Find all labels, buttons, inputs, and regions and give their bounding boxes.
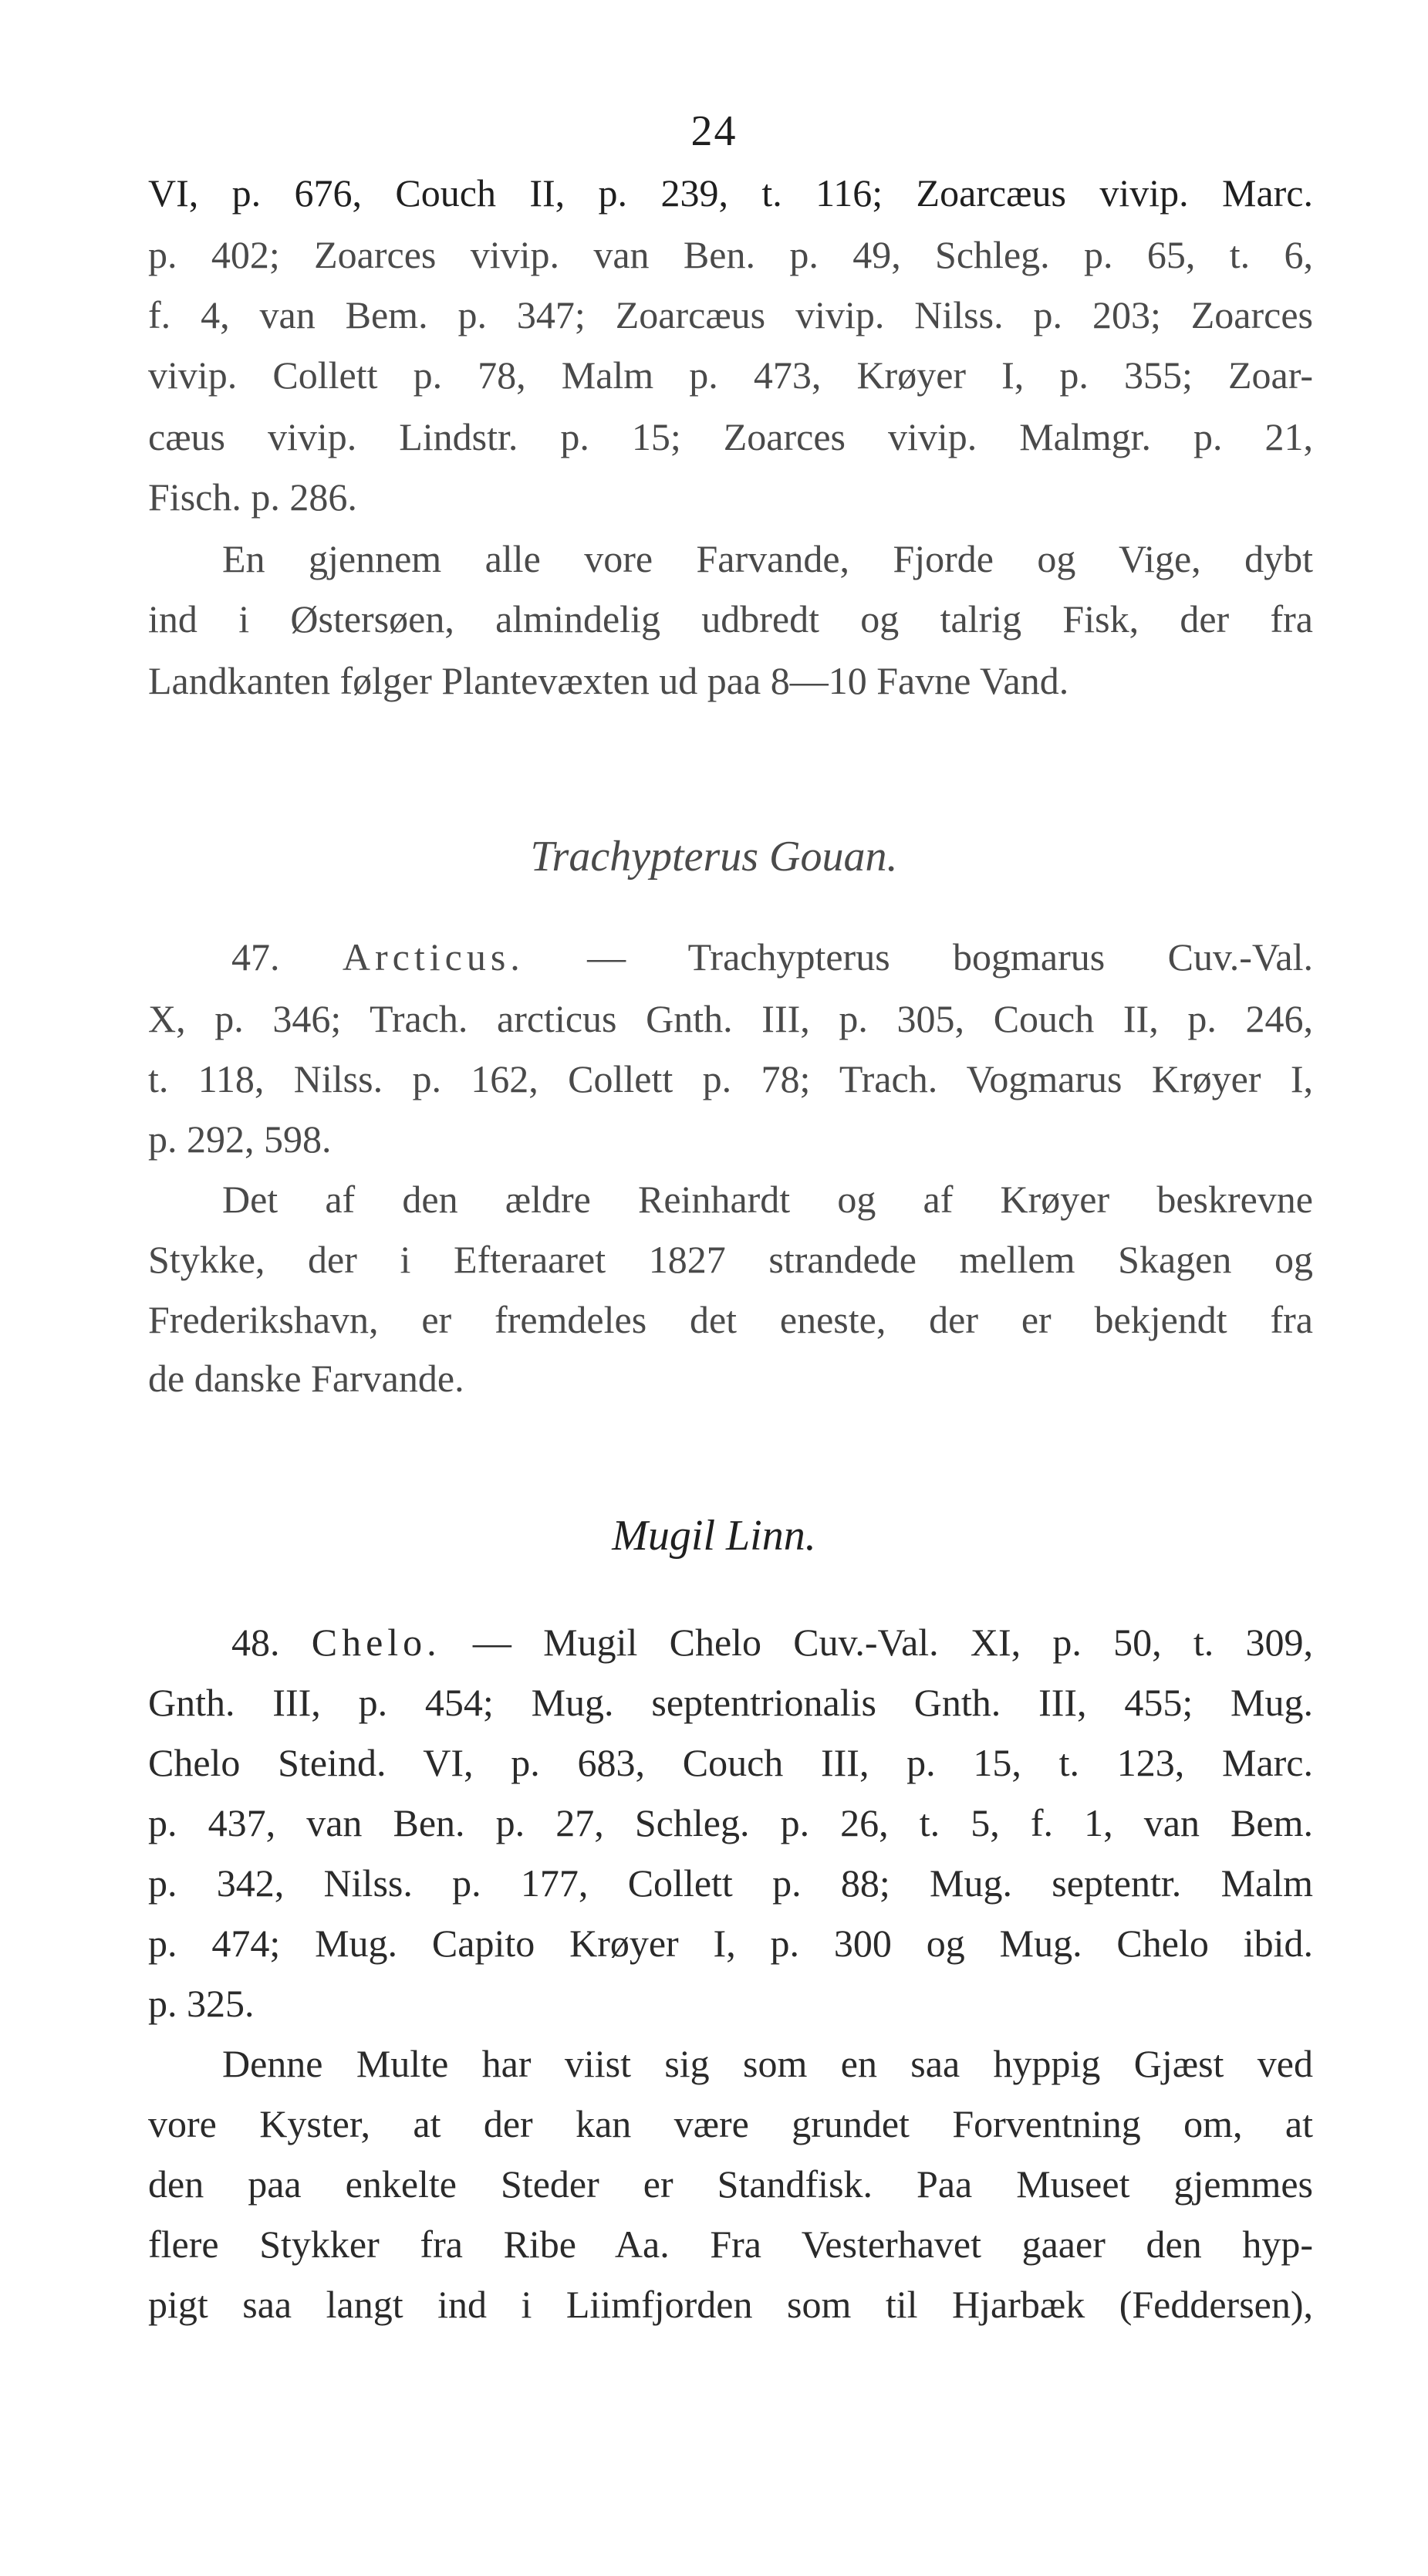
genus-heading-mugil: Mugil Linn. [612, 1512, 816, 1560]
entry-first-line [231, 934, 1313, 980]
synonymy-line: t. 118, Nilss. p. 162, Collett p. 78; Trach. Vogmarus Krøyer I, [148, 1057, 1313, 1100]
synonymy-line: p. 325. [148, 1982, 255, 2025]
synonymy-line: X, p. 346; Trach. arcticus Gnth. III, p. 305, Couch II, p. 246, [148, 997, 1313, 1040]
description-line: pigt saa langt ind i Liimfjorden som til Hjarbæk (Feddersen), [148, 2283, 1313, 2326]
description-line: En gjennem alle vore Farvande, Fjorde og Vige, dybt [222, 537, 1313, 580]
description-line: Denne Multe har viist sig som en saa hyppig Gjæst ved [222, 2042, 1313, 2085]
synonymy-line: VI, p. 676, Couch II, p. 239, t. 116; Zoarcæus vivip. Marc. [148, 171, 1313, 215]
synonymy-line: f. 4, van Bem. p. 347; Zoarcæus vivip. Nilss. p. 203; Zoarces [148, 293, 1313, 336]
synonymy-line: p. 437, van Ben. p. 27, Schleg. p. 26, t. 5, f. 1, van Bem. [148, 1801, 1313, 1844]
description-line: den paa enkelte Steder er Standfisk. Paa Museet gjemmes [148, 2162, 1313, 2206]
synonymy-line: p. 292, 598. [148, 1117, 332, 1161]
entry-number: 48. [231, 1621, 280, 1664]
entry-number: 47. [231, 935, 280, 979]
synonymy-line: p. 402; Zoarces vivip. van Ben. p. 49, Schleg. p. 65, t. 6, [148, 233, 1313, 276]
description-line: Frederikshavn, er fremdeles det eneste, der er bekjendt fra [148, 1298, 1313, 1341]
page-number: 24 [690, 107, 738, 155]
description-line: ind i Østersøen, almindelig udbredt og talrig Fisk, der fra [148, 597, 1313, 641]
synonymy-line: cæus vivip. Lindstr. p. 15; Zoarces vivip. Malmgr. p. 21, [148, 415, 1313, 458]
synonymy-first: — Mugil Chelo Cuv.-Val. XI, p. 50, t. 309, [472, 1621, 1313, 1664]
synonymy-line: Gnth. III, p. 454; Mug. septentrionalis Gnth. III, 455; Mug. [148, 1681, 1313, 1724]
genus-heading-trachypterus: Trachypterus Gouan. [530, 833, 898, 881]
description-line: flere Stykker fra Ribe Aa. Fra Vesterhavet gaaer den hyp- [148, 2223, 1313, 2266]
synonymy-line: Chelo Steind. VI, p. 683, Couch III, p. 15, t. 123, Marc. [148, 1741, 1313, 1784]
description-line: Landkanten følger Plantevæxten ud paa 8—10 Favne Vand. [148, 659, 1069, 702]
species-name: Chelo. [311, 1621, 441, 1664]
description-line: Stykke, der i Efteraaret 1827 strandede mellem Skagen og [148, 1238, 1313, 1281]
description-line: vore Kyster, at der kan være grundet Forventning om, at [148, 2102, 1313, 2145]
description-line: de danske Farvande. [148, 1357, 464, 1400]
synonymy-first: — Trachypterus bogmarus Cuv.-Val. [587, 935, 1314, 979]
species-name: Arcticus. [342, 935, 525, 979]
synonymy-line: Fisch. p. 286. [148, 475, 357, 519]
synonymy-line: vivip. Collett p. 78, Malm p. 473, Krøyer I, p. 355; Zoar- [148, 353, 1313, 397]
synonymy-line: p. 474; Mug. Capito Krøyer I, p. 300 og Mug. Chelo ibid. [148, 1922, 1313, 1965]
description-line: Det af den ældre Reinhardt og af Krøyer beskrevne [222, 1178, 1313, 1221]
synonymy-line: p. 342, Nilss. p. 177, Collett p. 88; Mug. septentr. Malm [148, 1861, 1313, 1905]
entry-first-line [231, 1619, 1313, 1665]
